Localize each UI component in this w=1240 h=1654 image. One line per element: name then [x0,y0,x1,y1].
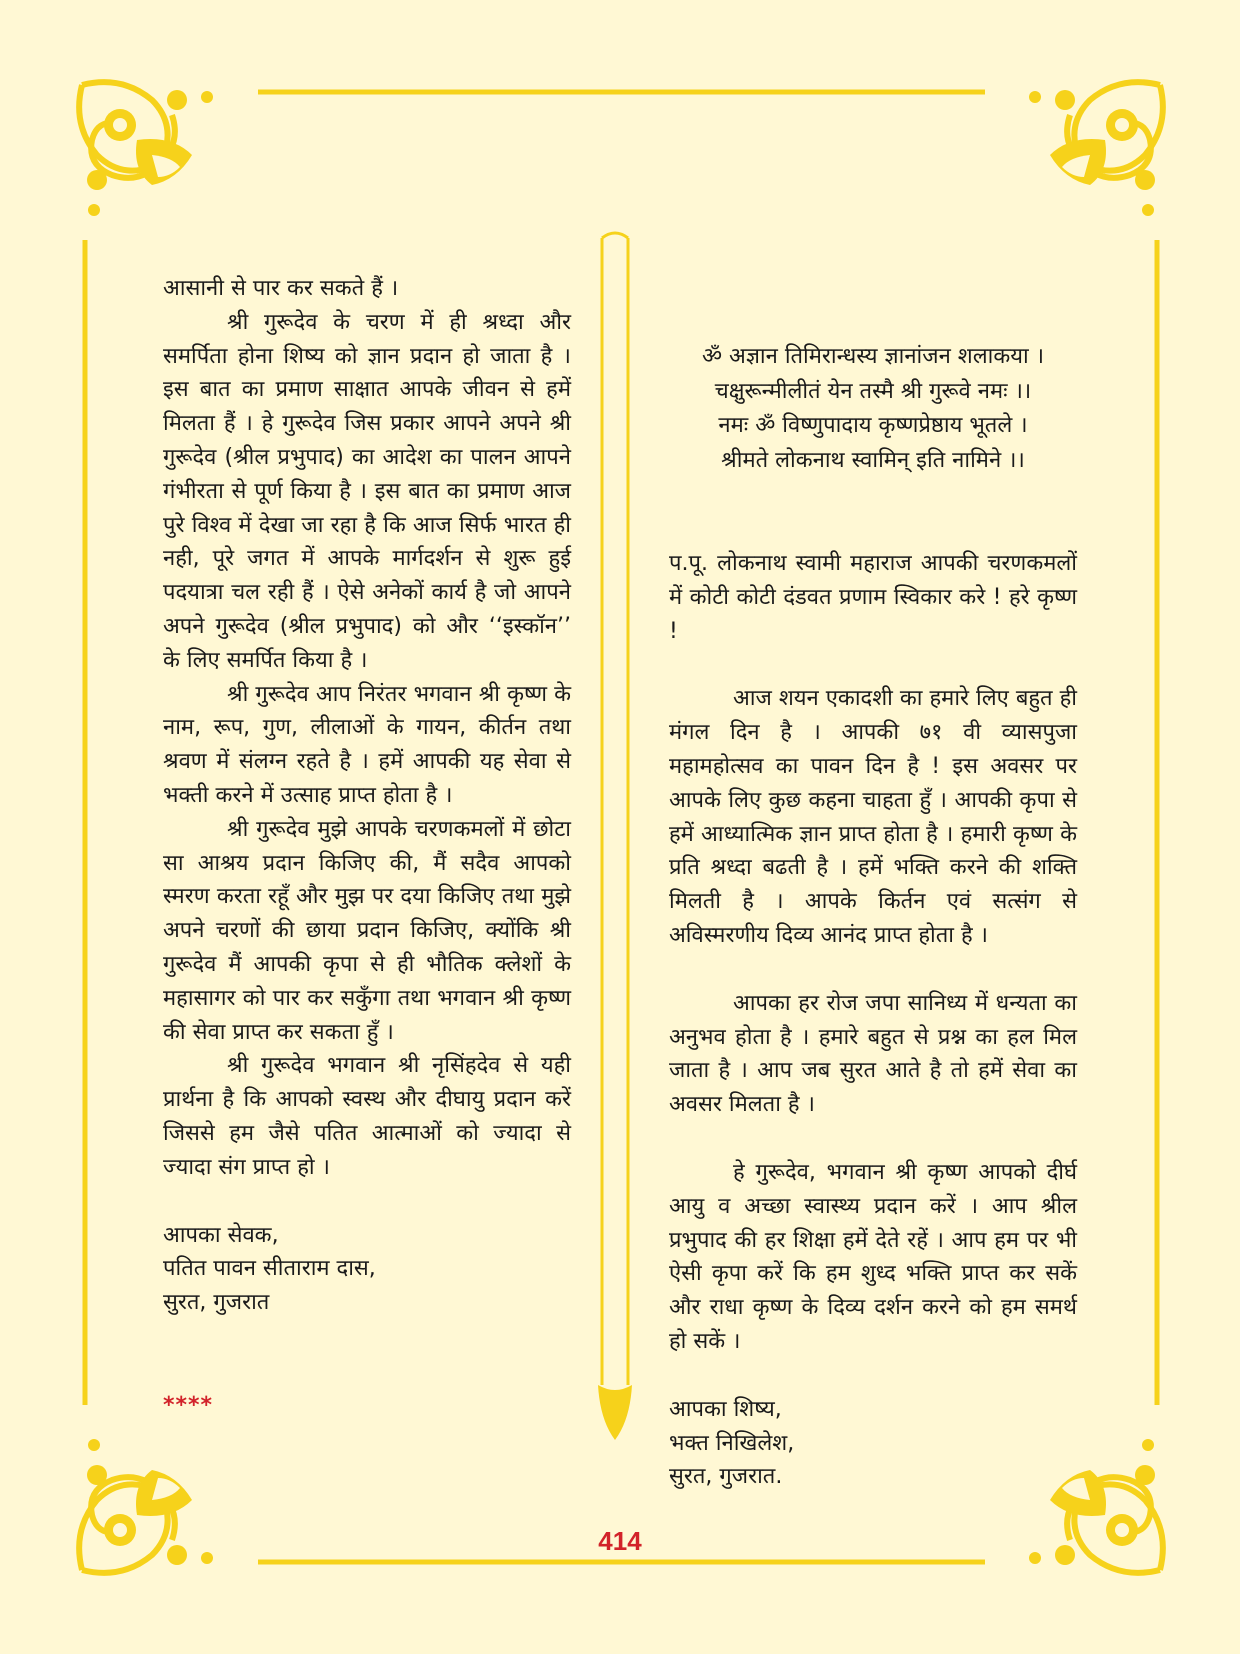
right-signature-line-3: सुरत, गुजरात. [669,1464,783,1490]
floral-corner-ornament-bottom-left [79,1439,213,1573]
shloka-line-2: चक्षुरून्मीलीतं येन तस्मै श्री गुरूवे नमः ।। [714,378,1032,404]
shloka-line-4: श्रीमते लोकनाथ स्वामिन् इति नामिने ।। [721,447,1025,473]
left-paragraph-5: श्री गुरूदेव भगवान श्री नृसिंहदेव से यही प्रार्थना है कि आपको स्वस्थ और दीघायु प्रदान करें जिससे हम जैसे पतित आत्माओं को ज्यादा से ज्यादा संग प्राप्त हो । [163,1053,571,1180]
scroll-divider-ornament [598,233,632,1440]
left-signature-line-2: पतित पावन सीताराम दास, [163,1256,376,1282]
shloka-line-1: ॐ अज्ञान तिमिरान्धस्य ज्ञानांजन शलाकया । [701,344,1045,369]
page-number: 414 [598,1526,642,1556]
left-paragraph-4: श्री गुरूदेव मुझे आपके चरणकमलों में छोटा सा आश्रय प्रदान किजिए की, मैं सदैव आपको स्मरण करता रहूँ और मुझ पर दया किजिए तथा मुझे अपने चरणों की छाया प्रदान किजिए, क्योंकि श्री गुरूदेव मैं आपकी कृपा से ही भौतिक क्लेशों के महासागर को पार कर सकुँगा तथा भगवान श्री कृष्ण की सेवा प्राप्त कर सकता हुँ । [163,816,571,1045]
floral-corner-ornament-top-right [1029,82,1163,216]
closing-stars: **** [163,1392,214,1418]
salutation: प.पू. लोकनाथ स्वामी महाराज आपकी चरणकमलों में कोटी कोटी दंडवत प्रणाम स्विकार करे ! हरे कृष्ण ! [669,551,1077,644]
right-paragraph-3: हे गुरूदेव, भगवान श्री कृष्ण आपको दीर्घ आयु व अच्छा स्वास्थ्य प्रदान करें । आप श्रील प्रभुपाद की हर शिक्षा हमें देते रहें । आप हम पर भी ऐसी कृपा करें कि हम शुध्द भक्ति प्राप्त कर सकें और राधा कृष्ण के दिव्य दर्शन करने को हम समर्थ हो सकें । [669,1159,1077,1354]
left-column [163,272,571,1423]
left-paragraph-2: श्री गुरूदेव के चरण में ही श्रध्दा और समर्पिता होना शिष्य को ज्ञान प्रदान हो जाता है । इस बात का प्रमाण साक्षात आपके जीवन से हमें मिलता हैं । हे गुरूदेव जिस प्रकार आपने अपने श्री गुरूदेव (श्रील प्रभुपाद) का आदेश का पालन आपने गंभीरता से पूर्ण किया है । इस बात का प्रमाण आज पुरे विश्व में देखा जा रहा है कि आज सिर्फ भारत ही नही, पूरे जगत में आपके मार्गदर्शन से शुरू हुई पदयात्रा चल रही हैं । ऐसे अनेकों कार्य है जो आपने अपने गुरूदेव (श्रील प्रभुपाद) को और ‘‘इस्कॉन’’ के लिए समर्पित किया है । [163,309,571,673]
left-paragraph-1: आसानी से पार कर सकते हैं । [163,276,399,301]
right-paragraph-2: आपका हर रोज जपा सानिध्य में धन्यता का अनुभव होता है । हमारे बहुत से प्रश्न का हल मिल जाता है । आप जब सुरत आते है तो हमें सेवा का अवसर मिलता है । [669,990,1077,1118]
left-paragraph-3: श्री गुरूदेव आप निरंतर भगवान श्री कृष्ण के नाम, रूप, गुण, लीलाओं के गायन, कीर्तन तथा श्रवण में संलग्न रहते है । हमें आपकी यह सेवा से भक्ती करने में उत्साह प्राप्त होता है । [163,681,571,808]
right-signature-line-2: भक्त निखिलेश, [669,1430,795,1456]
right-paragraph-1: आज शयन एकादशी का हमारे लिए बहुत ही मंगल दिन है । आपकी ७१ वी व्यासपुजा महामहोत्सव का पावन दिन है ! इस अवसर पर आपके लिए कुछ कहना चाहता हुँ । आपकी कृपा से हमें आध्यात्मिक ज्ञान प्राप्त होता है । हमारी कृष्ण के प्रति श्रध्दा बढती है । हमें भक्ति करने की शक्ति मिलती है । आपके किर्तन एवं सत्संग से अविस्मरणीय दिव्य आनंद प्राप्त होता है । [669,686,1077,948]
floral-corner-ornament-top-left [79,82,213,216]
shloka-line-3: नमः ॐ विष्णुपादाय कृष्णप्रेष्ठाय भूतले । [718,413,1028,438]
left-signature-line-3: सुरत, गुजरात [163,1290,270,1316]
right-signature-line-1: आपका शिष्य, [669,1396,782,1422]
right-column [669,340,1077,1494]
left-signature-line-1: आपका सेवक, [163,1222,279,1248]
